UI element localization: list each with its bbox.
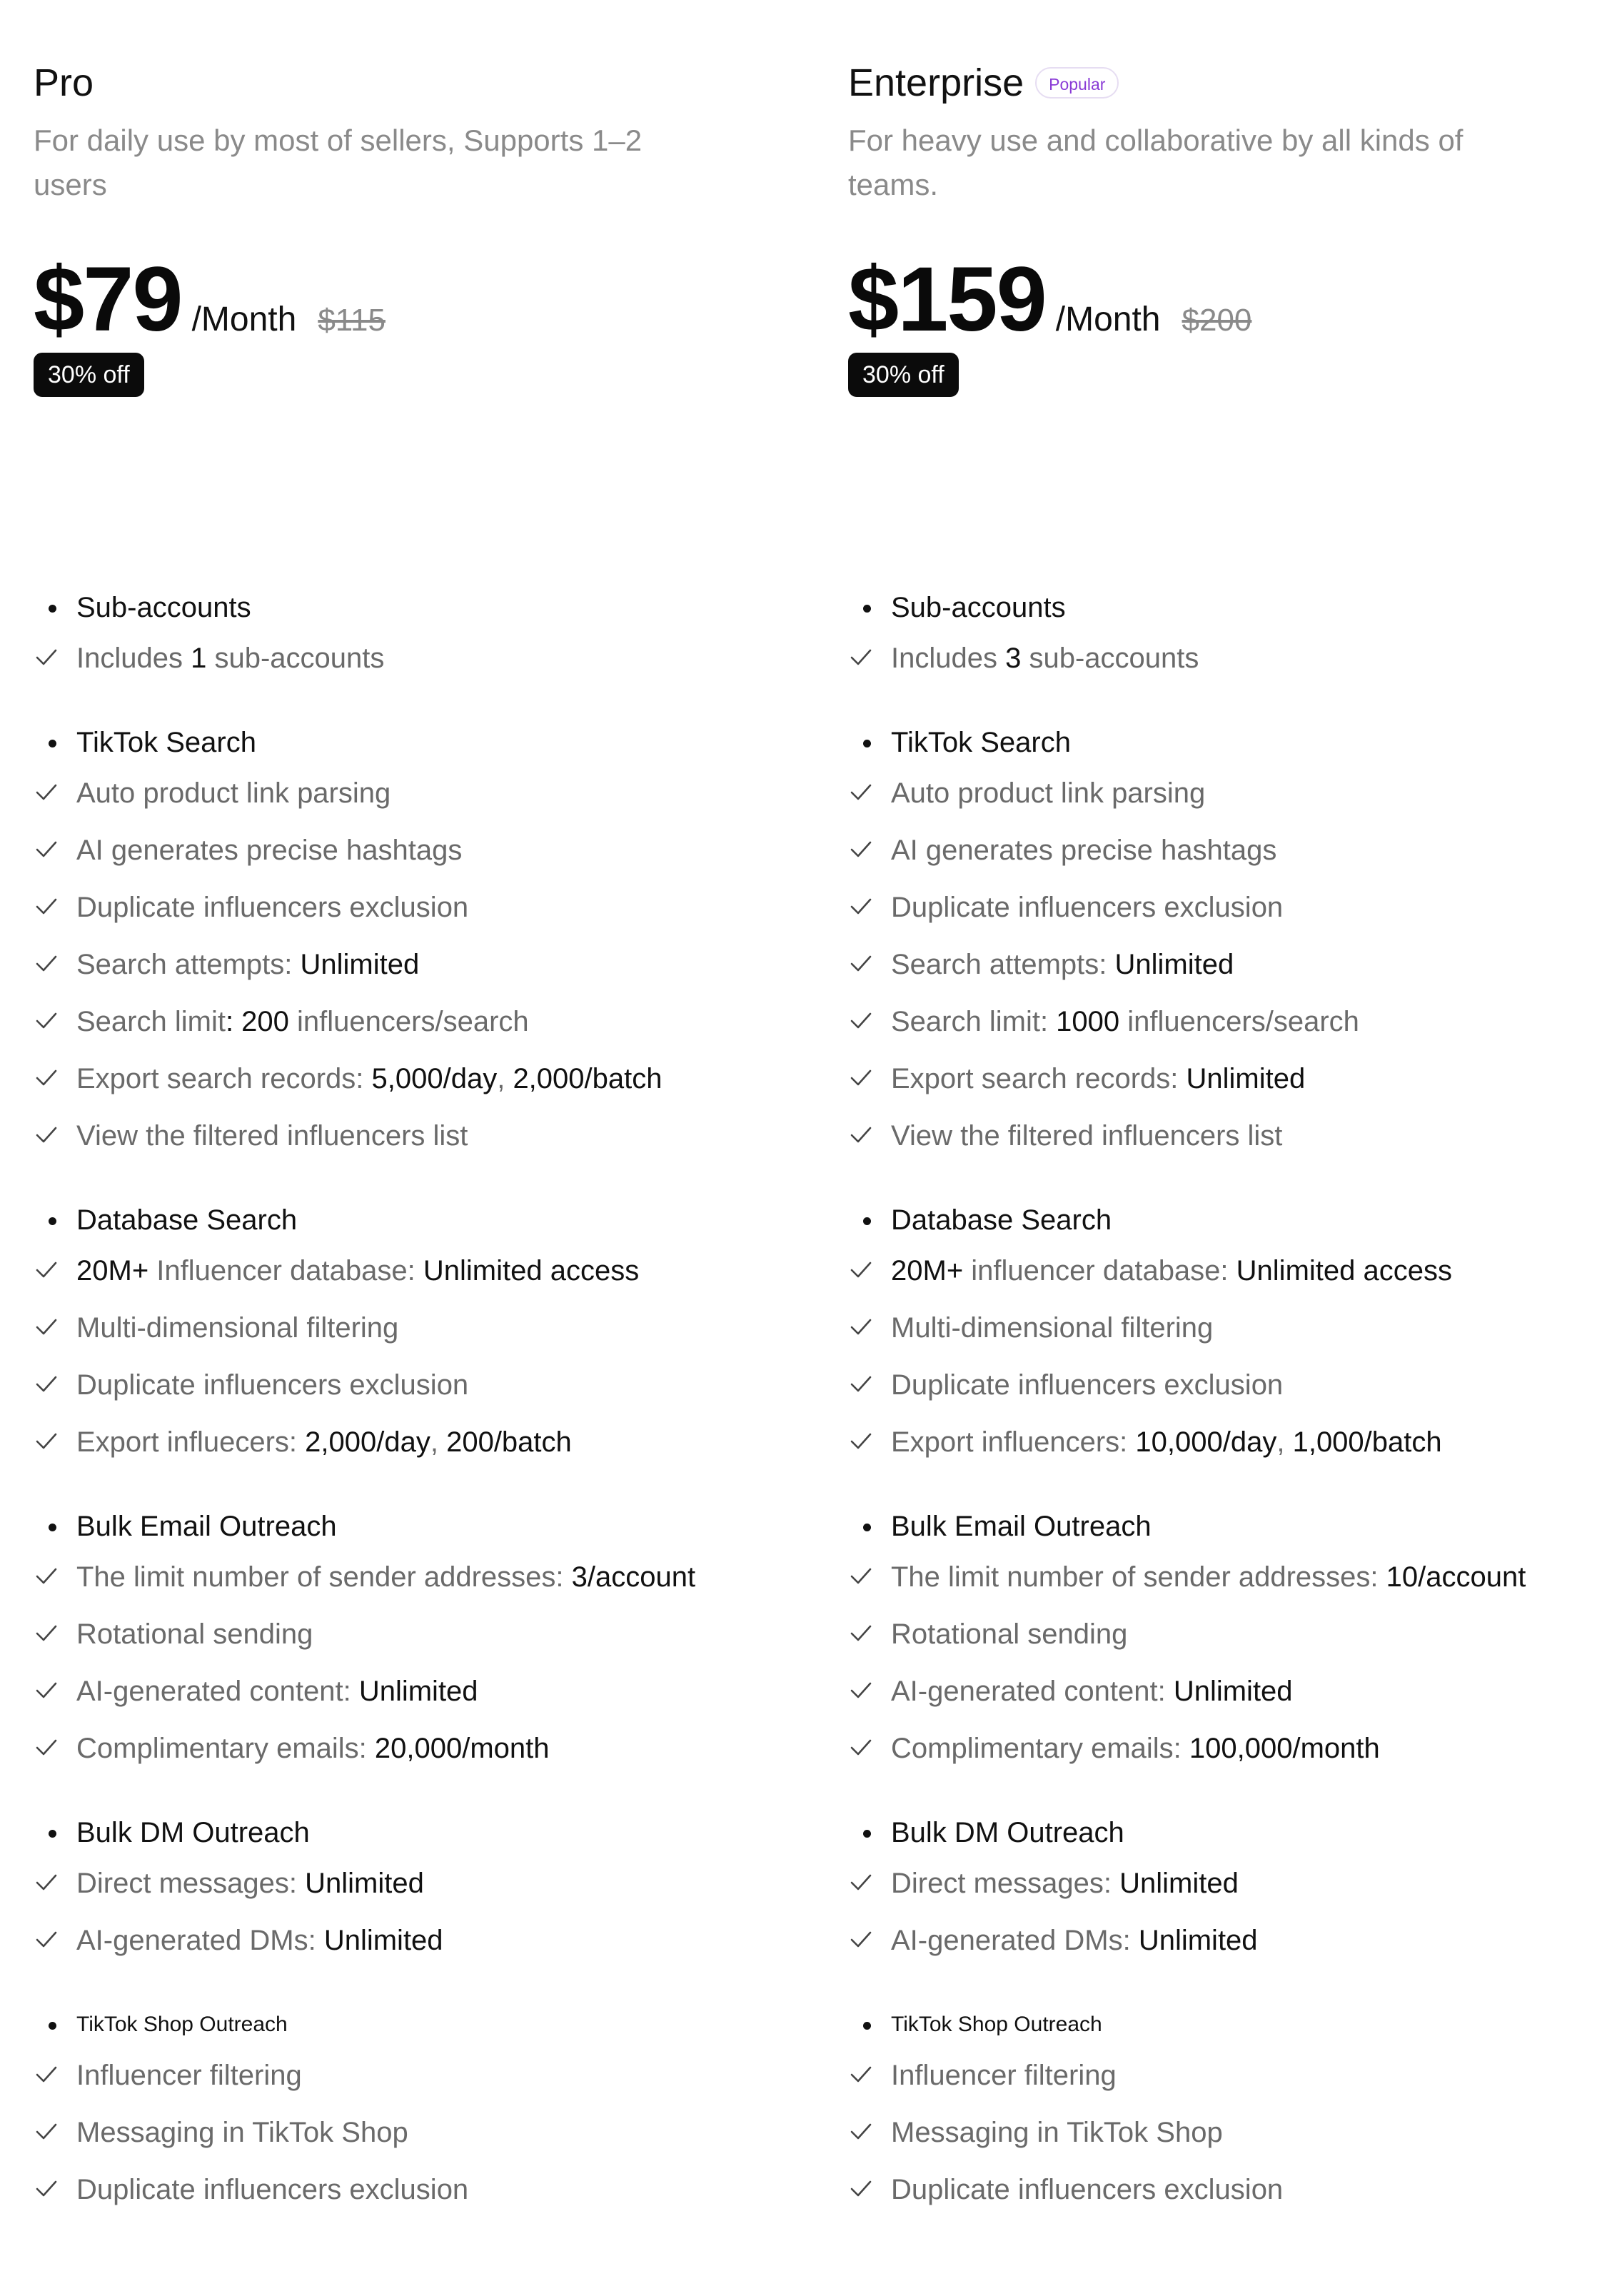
feature-text: Multi-dimensional filtering <box>891 1312 1214 1344</box>
feature-text: AI-generated content: <box>891 1676 1174 1707</box>
feature-value: Unlimited <box>1173 1676 1293 1707</box>
feature-text: Duplicate influencers exclusion <box>891 892 1284 923</box>
feature-item <box>848 993 1602 1050</box>
feature-value: 10,000/day <box>1135 1426 1277 1458</box>
bullet-icon <box>49 1217 56 1225</box>
feature-list <box>848 585 1602 2252</box>
feature-text: Complimentary emails: <box>891 1733 1189 1764</box>
feature-text: Includes <box>76 643 191 674</box>
feature-item <box>848 2047 1602 2104</box>
feature-value: 20,000/month <box>374 1733 550 1764</box>
feature-item <box>34 2104 805 2161</box>
feature-value: Unlimited access <box>1236 1255 1452 1287</box>
feature-value: 10/account <box>1386 1561 1526 1593</box>
feature-item <box>848 1855 1602 1912</box>
feature-text: Messaging in TikTok Shop <box>76 2117 408 2148</box>
bullet-icon <box>49 740 56 747</box>
feature-item <box>848 879 1602 936</box>
section-title-text: TikTok Shop Outreach <box>76 2013 288 2036</box>
feature-text: Search attempts: <box>76 949 301 980</box>
check-icon <box>850 1870 872 1893</box>
check-icon <box>850 837 872 860</box>
feature-text: Rotational sending <box>76 1618 313 1650</box>
price-row <box>34 250 386 350</box>
check-icon <box>36 837 57 860</box>
check-icon <box>850 1564 872 1587</box>
plan-card-enterprise <box>848 0 1602 2296</box>
feature-value: 3/account <box>571 1561 696 1593</box>
check-icon <box>36 1315 57 1338</box>
feature-item <box>34 1356 805 1414</box>
bullet-icon <box>863 1217 871 1225</box>
check-icon <box>850 780 872 803</box>
check-icon <box>850 1066 872 1089</box>
feature-text: Direct messages: <box>76 1868 306 1899</box>
feature-value: 1,000/batch <box>1292 1426 1442 1458</box>
section-title-text: TikTok Search <box>891 727 1071 758</box>
check-icon <box>850 1736 872 1758</box>
feature-value: 2,000/batch <box>513 1063 663 1094</box>
feature-item <box>848 1720 1602 1777</box>
feature-item <box>848 1414 1602 1471</box>
section-title-text: Sub-accounts <box>76 592 251 623</box>
feature-text: The limit number of sender addresses: <box>891 1561 1386 1593</box>
bullet-icon <box>863 1830 871 1838</box>
feature-item <box>34 2161 805 2218</box>
plan-header <box>34 0 805 428</box>
plan-card-pro <box>34 0 805 2296</box>
check-icon <box>36 1621 57 1644</box>
feature-value: Unlimited access <box>423 1255 640 1287</box>
bullet-icon <box>863 2022 871 2030</box>
feature-item <box>34 936 805 993</box>
feature-text: AI-generated DMs: <box>76 1925 324 1956</box>
feature-text: sub-accounts <box>1021 643 1199 674</box>
section-title <box>848 585 1602 630</box>
feature-item <box>848 1107 1602 1164</box>
feature-item <box>848 1549 1602 1606</box>
check-icon <box>850 952 872 975</box>
feature-item <box>34 1414 805 1471</box>
feature-item <box>34 1912 805 1969</box>
feature-item <box>848 765 1602 822</box>
section-title <box>34 2003 805 2047</box>
price-period: /Month <box>191 301 297 338</box>
feature-text: AI-generated content: <box>76 1676 359 1707</box>
feature-text: Complimentary emails: <box>76 1733 375 1764</box>
check-icon <box>850 1258 872 1281</box>
section-title <box>34 1811 805 1855</box>
feature-text: Export search records: <box>76 1063 372 1094</box>
feature-list <box>34 585 805 2252</box>
feature-text: Export search records: <box>891 1063 1187 1094</box>
check-icon <box>36 1123 57 1146</box>
check-icon <box>850 1429 872 1452</box>
section-title-text: TikTok Shop Outreach <box>891 2013 1102 2036</box>
feature-value: 5,000/day <box>371 1063 498 1094</box>
check-icon <box>36 1009 57 1032</box>
bullet-icon <box>49 2022 56 2030</box>
section-title-text: TikTok Search <box>76 727 256 758</box>
check-icon <box>850 895 872 917</box>
feature-value: Unlimited <box>323 1925 443 1956</box>
check-icon <box>36 780 57 803</box>
feature-text: , <box>1276 1426 1293 1458</box>
feature-item <box>848 2161 1602 2218</box>
check-icon <box>36 1564 57 1587</box>
section-title <box>34 1198 805 1242</box>
feature-section <box>34 720 805 1164</box>
feature-text: , <box>497 1063 513 1094</box>
plan-header <box>848 0 1602 428</box>
feature-section <box>34 2003 805 2218</box>
section-title-text: Bulk Email Outreach <box>76 1511 337 1542</box>
feature-text: View the filtered influencers list <box>891 1120 1283 1152</box>
feature-value: Unlimited <box>1114 949 1234 980</box>
feature-item <box>34 1242 805 1299</box>
feature-text: Includes <box>891 643 1006 674</box>
section-title <box>848 2003 1602 2047</box>
section-title <box>848 1811 1602 1855</box>
check-icon <box>36 2063 57 2085</box>
bullet-icon <box>863 1524 871 1531</box>
check-icon <box>36 1870 57 1893</box>
bullet-icon <box>49 1830 56 1838</box>
feature-section <box>848 720 1602 1164</box>
price: $159 <box>848 248 1046 351</box>
feature-item <box>34 2047 805 2104</box>
feature-text: Multi-dimensional filtering <box>76 1312 399 1344</box>
feature-text: AI-generated DMs: <box>891 1925 1139 1956</box>
feature-text: AI generates precise hashtags <box>891 835 1277 866</box>
feature-value: 2,000/day <box>305 1426 430 1458</box>
price-period: /Month <box>1055 301 1161 338</box>
check-icon <box>850 1009 872 1032</box>
check-icon <box>36 1928 57 1950</box>
feature-item <box>34 630 805 687</box>
check-icon <box>36 1066 57 1089</box>
feature-text: Export influecers: <box>76 1426 306 1458</box>
feature-value: 1000 <box>1056 1006 1120 1037</box>
price-row <box>848 250 1251 350</box>
feature-value: 20M+ <box>891 1255 964 1287</box>
feature-text: Duplicate influencers exclusion <box>891 1369 1284 1401</box>
plan-name <box>34 60 94 106</box>
feature-item <box>848 630 1602 687</box>
feature-text: Messaging in TikTok Shop <box>891 2117 1223 2148</box>
feature-text: Duplicate influencers exclusion <box>76 2174 469 2205</box>
feature-text: influencers/search <box>1119 1006 1359 1037</box>
section-title <box>848 1504 1602 1549</box>
feature-item <box>34 765 805 822</box>
discount-badge: 30% off <box>34 353 144 397</box>
feature-section <box>848 2003 1602 2218</box>
feature-text: View the filtered influencers list <box>76 1120 468 1152</box>
feature-item <box>34 1549 805 1606</box>
feature-text: Influencer database: <box>148 1255 423 1287</box>
feature-text: Auto product link parsing <box>891 777 1206 809</box>
feature-section <box>848 1504 1602 1777</box>
check-icon <box>850 1123 872 1146</box>
check-icon <box>36 645 57 668</box>
feature-text: Influencer filtering <box>891 2060 1117 2091</box>
feature-section <box>34 1198 805 1471</box>
feature-value: Unlimited <box>1138 1925 1258 1956</box>
feature-item <box>848 1356 1602 1414</box>
feature-item <box>34 1855 805 1912</box>
bullet-icon <box>49 605 56 613</box>
check-icon <box>850 2063 872 2085</box>
price: $79 <box>34 248 182 351</box>
feature-text: AI generates precise hashtags <box>76 835 463 866</box>
feature-section <box>34 1504 805 1777</box>
check-icon <box>36 1678 57 1701</box>
check-icon <box>850 1621 872 1644</box>
feature-section <box>34 585 805 687</box>
feature-text: Direct messages: <box>891 1868 1120 1899</box>
bullet-icon <box>863 605 871 613</box>
feature-item <box>848 1299 1602 1356</box>
feature-text: Search attempts: <box>891 949 1115 980</box>
feature-text: The limit number of sender addresses: <box>76 1561 572 1593</box>
feature-value: Unlimited <box>305 1868 424 1899</box>
check-icon <box>36 1429 57 1452</box>
feature-item <box>34 1299 805 1356</box>
feature-text: Export influencers: <box>891 1426 1136 1458</box>
check-icon <box>36 1736 57 1758</box>
feature-text: influencers/search <box>288 1006 529 1037</box>
feature-item <box>848 1050 1602 1107</box>
feature-item <box>848 822 1602 879</box>
feature-value: Unlimited <box>300 949 420 980</box>
check-icon <box>36 2120 57 2143</box>
feature-text: sub-accounts <box>206 643 385 674</box>
check-icon <box>850 1315 872 1338</box>
feature-text: Auto product link parsing <box>76 777 391 809</box>
check-icon <box>850 1928 872 1950</box>
feature-value: 20M+ <box>76 1255 149 1287</box>
check-icon <box>36 952 57 975</box>
plan-name <box>848 60 1119 106</box>
check-icon <box>850 1678 872 1701</box>
feature-item <box>34 1606 805 1663</box>
plan-name-text: Pro <box>34 61 94 104</box>
feature-section <box>848 1811 1602 1969</box>
feature-item <box>848 1606 1602 1663</box>
section-title <box>34 585 805 630</box>
feature-text: Duplicate influencers exclusion <box>891 2174 1284 2205</box>
original-price: $200 <box>1182 303 1252 338</box>
feature-text: Search limit <box>76 1006 226 1037</box>
feature-item <box>34 1720 805 1777</box>
bullet-icon <box>863 740 871 747</box>
section-title-text: Database Search <box>76 1204 298 1236</box>
feature-text: Rotational sending <box>891 1618 1128 1650</box>
section-title <box>848 1198 1602 1242</box>
feature-item <box>848 1663 1602 1720</box>
feature-value: 100,000/month <box>1189 1733 1380 1764</box>
feature-item <box>34 1663 805 1720</box>
feature-item <box>848 1242 1602 1299</box>
feature-section <box>848 585 1602 687</box>
check-icon <box>36 1258 57 1281</box>
feature-item <box>34 879 805 936</box>
popular-badge: Popular <box>1035 67 1119 99</box>
feature-text: Duplicate influencers exclusion <box>76 892 469 923</box>
section-title-text: Bulk Email Outreach <box>891 1511 1152 1542</box>
feature-value: 3 <box>1005 643 1022 674</box>
check-icon <box>850 1372 872 1395</box>
feature-section <box>848 1198 1602 1471</box>
section-title-text: Database Search <box>891 1204 1112 1236</box>
section-title <box>34 1504 805 1549</box>
feature-item <box>34 1050 805 1107</box>
discount-badge: 30% off <box>848 353 959 397</box>
feature-item <box>848 1912 1602 1969</box>
bullet-icon <box>49 1524 56 1531</box>
section-title-text: Bulk DM Outreach <box>891 1817 1124 1848</box>
section-title-text: Sub-accounts <box>891 592 1066 623</box>
feature-value: Unlimited <box>1119 1868 1239 1899</box>
plan-description: For daily use by most of sellers, Supports 1–2 users <box>34 124 643 201</box>
check-icon <box>36 1372 57 1395</box>
feature-value: Unlimited <box>1186 1063 1306 1094</box>
feature-text: , <box>430 1426 447 1458</box>
check-icon <box>36 895 57 917</box>
feature-value: 1 <box>191 643 207 674</box>
feature-value: Unlimited <box>358 1676 478 1707</box>
plan-description: For heavy use and collaborative by all kinds of teams. <box>848 124 1464 201</box>
feature-item <box>848 2104 1602 2161</box>
check-icon <box>850 645 872 668</box>
feature-value: : 200 <box>225 1006 289 1037</box>
check-icon <box>850 2177 872 2200</box>
section-title-text: Bulk DM Outreach <box>76 1817 310 1848</box>
feature-item <box>34 993 805 1050</box>
original-price: $115 <box>318 303 386 338</box>
feature-value: 200/batch <box>446 1426 572 1458</box>
feature-item <box>848 936 1602 993</box>
section-title <box>34 720 805 765</box>
feature-item <box>34 1107 805 1164</box>
feature-text: Duplicate influencers exclusion <box>76 1369 469 1401</box>
section-title <box>848 720 1602 765</box>
plan-name-text: Enterprise <box>848 61 1024 104</box>
feature-text: influencer database: <box>963 1255 1236 1287</box>
check-icon <box>36 2177 57 2200</box>
feature-text: Influencer filtering <box>76 2060 302 2091</box>
feature-section <box>34 1811 805 1969</box>
check-icon <box>850 2120 872 2143</box>
feature-text: Search limit: <box>891 1006 1057 1037</box>
feature-item <box>34 822 805 879</box>
